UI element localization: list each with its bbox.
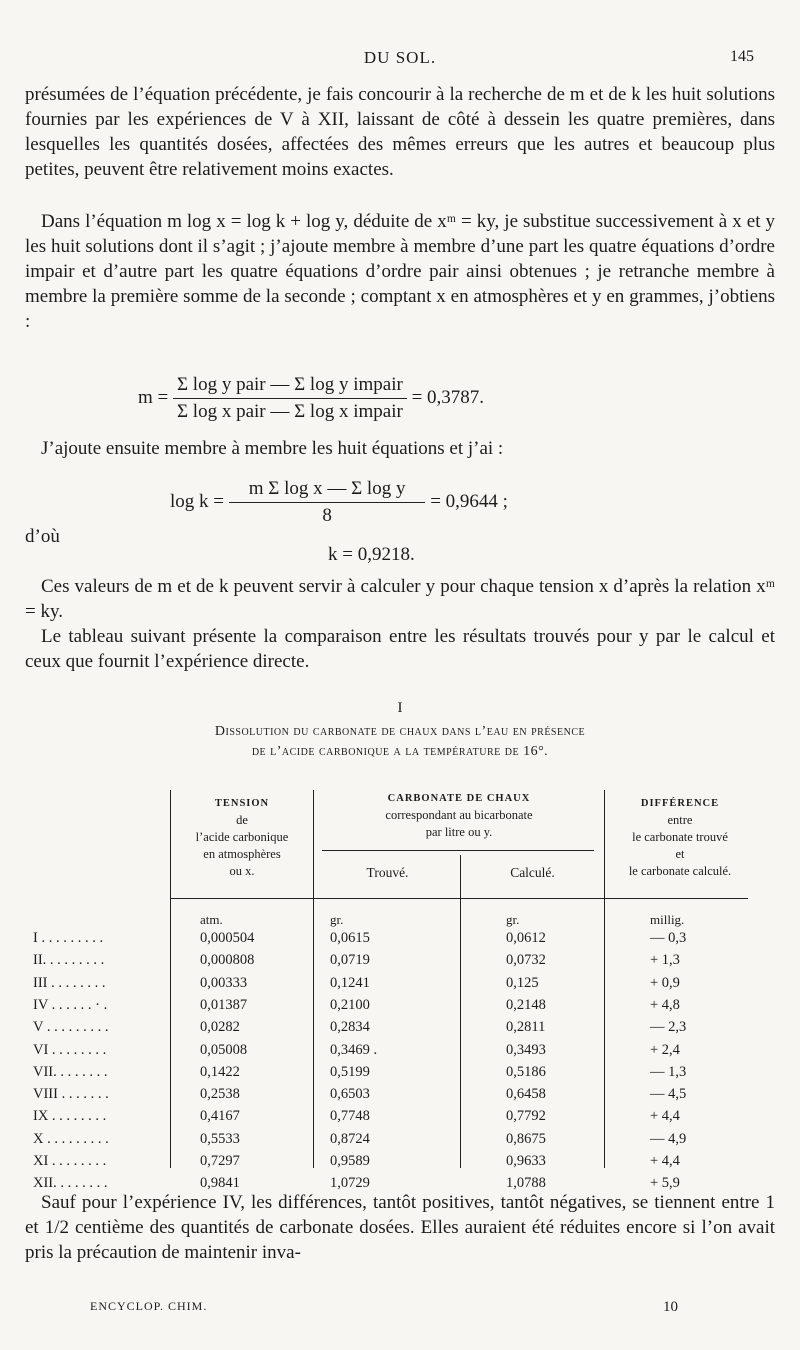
table-row bbox=[0, 997, 800, 1019]
table-row bbox=[0, 952, 800, 974]
col-head-carbonate-l1: CARBONATE DE CHAUX bbox=[387, 793, 531, 804]
paragraph-4: d’où bbox=[25, 526, 60, 547]
equation-logk-denominator: 8 bbox=[322, 505, 332, 526]
equation-k: k = 0,9218. bbox=[328, 544, 415, 565]
cell-tension: 0,5533 bbox=[200, 1130, 240, 1147]
table-row bbox=[0, 1042, 800, 1064]
paragraph-5: Ces valeurs de m et de k peuvent servir à calculer y pour chaque tension x d’après la relation xᵐ = ky. bbox=[25, 576, 775, 622]
cell-calcule: 0,0732 bbox=[506, 952, 546, 969]
row-label: XI . . . . . . . . bbox=[33, 1153, 107, 1169]
footer-sheet-number: 10 bbox=[663, 1299, 678, 1315]
col-head-difference-l3: le carbonate trouvé bbox=[632, 830, 728, 844]
cell-difference: — 1,3 bbox=[650, 1063, 687, 1080]
cell-difference: — 2,3 bbox=[650, 1019, 687, 1036]
col-head-trouve: Trouvé. bbox=[366, 865, 409, 880]
col-head-difference-l4: et bbox=[675, 847, 685, 861]
col-head-tension-l4: en atmosphères bbox=[203, 847, 281, 861]
col-head-calcule: Calculé. bbox=[510, 865, 555, 880]
table-row bbox=[0, 1153, 800, 1175]
col-head-carbonate-l3: par litre ou y. bbox=[425, 825, 493, 839]
equation-logk-numerator: m Σ log x — Σ log y bbox=[229, 478, 426, 503]
equation-logk-result: = 0,9644 ; bbox=[430, 490, 508, 512]
paragraph-1: présumées de l’équation précédente, je fais concourir à la recherche de m et de k les huit solutions fournies par les expériences de V à XII, laissant de côté à dessein les quatre premières, dans lesquelles les quantités dosées, affectées des mêmes erreurs que les autres et beaucoup plus petites, peuvent être relativement moins exactes. bbox=[25, 84, 775, 180]
cell-tension: 0,01387 bbox=[200, 996, 248, 1013]
cell-difference: + 4,8 bbox=[650, 996, 680, 1013]
cell-tension: 0,000808 bbox=[200, 952, 255, 969]
row-label: IX . . . . . . . . bbox=[33, 1108, 107, 1125]
col-head-tension-l3: l’acide carbonique bbox=[195, 830, 289, 844]
cell-calcule: 0,9633 bbox=[506, 1153, 546, 1169]
cell-calcule: 0,3493 bbox=[506, 1041, 546, 1058]
table-row bbox=[0, 975, 800, 997]
equation-logk bbox=[170, 478, 508, 527]
cell-difference: + 4,4 bbox=[650, 1153, 680, 1169]
brace-rule bbox=[322, 850, 594, 851]
cell-trouve: 0,9589 bbox=[330, 1153, 370, 1169]
table-title-line-2: de l’acide carbonique a la température de 16°. bbox=[251, 744, 549, 759]
col-head-difference-l5: le carbonate calculé. bbox=[628, 864, 732, 878]
col-head-tension-l2: de bbox=[236, 813, 248, 827]
row-label: VII. . . . . . . . bbox=[33, 1063, 108, 1080]
unit-millig: millig. bbox=[650, 912, 685, 927]
col-head-tension bbox=[172, 795, 312, 880]
cell-tension: 0,2538 bbox=[200, 1086, 240, 1103]
cell-tension: 0,1422 bbox=[200, 1063, 240, 1080]
cell-trouve: 0,7748 bbox=[330, 1108, 370, 1125]
unit-gr: gr. bbox=[330, 912, 344, 927]
equation-m-numerator: Σ log y pair — Σ log y impair bbox=[173, 374, 407, 399]
paragraph-6: Le tableau suivant présente la comparaison entre les résultats trouvés pour y par le calcul et ceux que fournit l’expérience directe. bbox=[25, 626, 775, 672]
cell-difference: — 4,5 bbox=[650, 1086, 687, 1103]
table-header-rule bbox=[170, 898, 748, 899]
cell-difference: + 5,9 bbox=[650, 1175, 680, 1192]
cell-trouve: 0,2834 bbox=[330, 1019, 370, 1036]
cell-trouve: 0,0719 bbox=[330, 952, 370, 969]
cell-difference: + 1,3 bbox=[650, 952, 680, 969]
cell-tension: 0,05008 bbox=[200, 1041, 248, 1058]
table-row bbox=[0, 1108, 800, 1130]
paragraph-3: J’ajoute ensuite membre à membre les huit équations et j’ai : bbox=[41, 438, 504, 459]
cell-calcule: 0,5186 bbox=[506, 1063, 546, 1080]
cell-tension: 0,9841 bbox=[200, 1175, 240, 1192]
equation-m-lhs: m = bbox=[138, 386, 169, 408]
row-label: I . . . . . . . . . bbox=[33, 930, 104, 946]
col-head-carbonate-l2: correspondant au bicarbonate bbox=[385, 808, 533, 822]
col-head-carbonate bbox=[315, 790, 603, 841]
cell-trouve: 0,1241 bbox=[330, 974, 370, 991]
cell-trouve: 0,6503 bbox=[330, 1086, 370, 1103]
cell-calcule: 1,0788 bbox=[506, 1175, 546, 1192]
cell-difference: — 0,3 bbox=[650, 930, 687, 946]
cell-difference: — 4,9 bbox=[650, 1130, 687, 1147]
cell-difference: + 0,9 bbox=[650, 974, 680, 991]
cell-difference: + 2,4 bbox=[650, 1041, 680, 1058]
row-label: X . . . . . . . . . bbox=[33, 1130, 109, 1147]
row-label: III . . . . . . . . bbox=[33, 974, 106, 991]
unit-gr: gr. bbox=[506, 912, 520, 927]
row-label: VI . . . . . . . . bbox=[33, 1041, 107, 1058]
equation-logk-lhs: log k = bbox=[170, 490, 224, 512]
cell-tension: 0,00333 bbox=[200, 974, 248, 991]
table-row bbox=[0, 1131, 800, 1153]
col-head-tension-l5: ou x. bbox=[229, 864, 255, 878]
table-row bbox=[0, 1064, 800, 1086]
col-head-difference bbox=[605, 795, 755, 880]
equation-logk-fraction bbox=[229, 478, 426, 527]
equation-m-denominator: Σ log x pair — Σ log x impair bbox=[177, 401, 403, 422]
col-head-tension-l1: TENSION bbox=[214, 798, 270, 809]
table-row bbox=[0, 930, 800, 952]
cell-trouve: 1,0729 bbox=[330, 1175, 370, 1192]
cell-tension: 0,7297 bbox=[200, 1153, 240, 1169]
cell-calcule: 0,125 bbox=[506, 974, 539, 991]
table-number: I bbox=[397, 700, 403, 716]
unit-atm: atm. bbox=[200, 912, 223, 927]
cell-calcule: 0,2148 bbox=[506, 996, 546, 1013]
col-head-difference-l1: DIFFÉRENCE bbox=[640, 798, 720, 809]
footer-signature: ENCYCLOP. CHIM. bbox=[90, 1299, 208, 1313]
cell-trouve: 0,0615 bbox=[330, 930, 370, 946]
cell-calcule: 0,8675 bbox=[506, 1130, 546, 1147]
cell-difference: + 4,4 bbox=[650, 1108, 680, 1125]
cell-calcule: 0,6458 bbox=[506, 1086, 546, 1103]
row-label: XII. . . . . . . . bbox=[33, 1175, 108, 1192]
equation-m-result: = 0,3787. bbox=[411, 386, 485, 408]
row-label: VIII . . . . . . . bbox=[33, 1086, 109, 1103]
paragraph-7: Sauf pour l’expérience IV, les différences, tantôt positives, tantôt négatives, se tiennent entre 1 et 1/2 centième des quantités de carbonate dosées. Elles auraient été réduites encore si l’on avait pris la précaution de maintenir inva- bbox=[25, 1192, 775, 1263]
cell-tension: 0,0282 bbox=[200, 1019, 240, 1036]
col-head-difference-l2: entre bbox=[667, 813, 693, 827]
cell-trouve: 0,2100 bbox=[330, 996, 370, 1013]
equation-m-fraction bbox=[173, 374, 407, 423]
page-number: 145 bbox=[730, 48, 754, 65]
cell-trouve: 0,5199 bbox=[330, 1063, 370, 1080]
cell-trouve: 0,3469 . bbox=[330, 1041, 378, 1058]
cell-tension: 0,000504 bbox=[200, 930, 255, 946]
running-title: DU SOL. bbox=[363, 48, 437, 67]
cell-calcule: 0,0612 bbox=[506, 930, 546, 946]
equation-m bbox=[138, 374, 484, 423]
table-title-line-1: Dissolution du carbonate de chaux dans l’eau en présence bbox=[214, 724, 586, 739]
cell-calcule: 0,2811 bbox=[506, 1019, 546, 1036]
row-label: II. . . . . . . . . bbox=[33, 952, 105, 969]
table-row bbox=[0, 1086, 800, 1108]
row-label: V . . . . . . . . . bbox=[33, 1019, 109, 1036]
cell-tension: 0,4167 bbox=[200, 1108, 240, 1125]
cell-calcule: 0,7792 bbox=[506, 1108, 546, 1125]
paragraph-2: Dans l’équation m log x = log k + log y, déduite de xᵐ = ky, je substitue successivement à x et y les huit solutions dont il s’agit ; j’ajoute membre à membre d’une part les quatre équations d’ordre impair et d’autre part les quatre équations d’ordre pair ainsi obtenues ; je retranche membre à membre la première somme de la seconde ; comptant x en atmosphères et y en grammes, j’obtiens : bbox=[25, 211, 775, 332]
cell-trouve: 0,8724 bbox=[330, 1130, 370, 1147]
table-row bbox=[0, 1019, 800, 1041]
row-label: IV . . . . . . · . bbox=[33, 996, 108, 1013]
